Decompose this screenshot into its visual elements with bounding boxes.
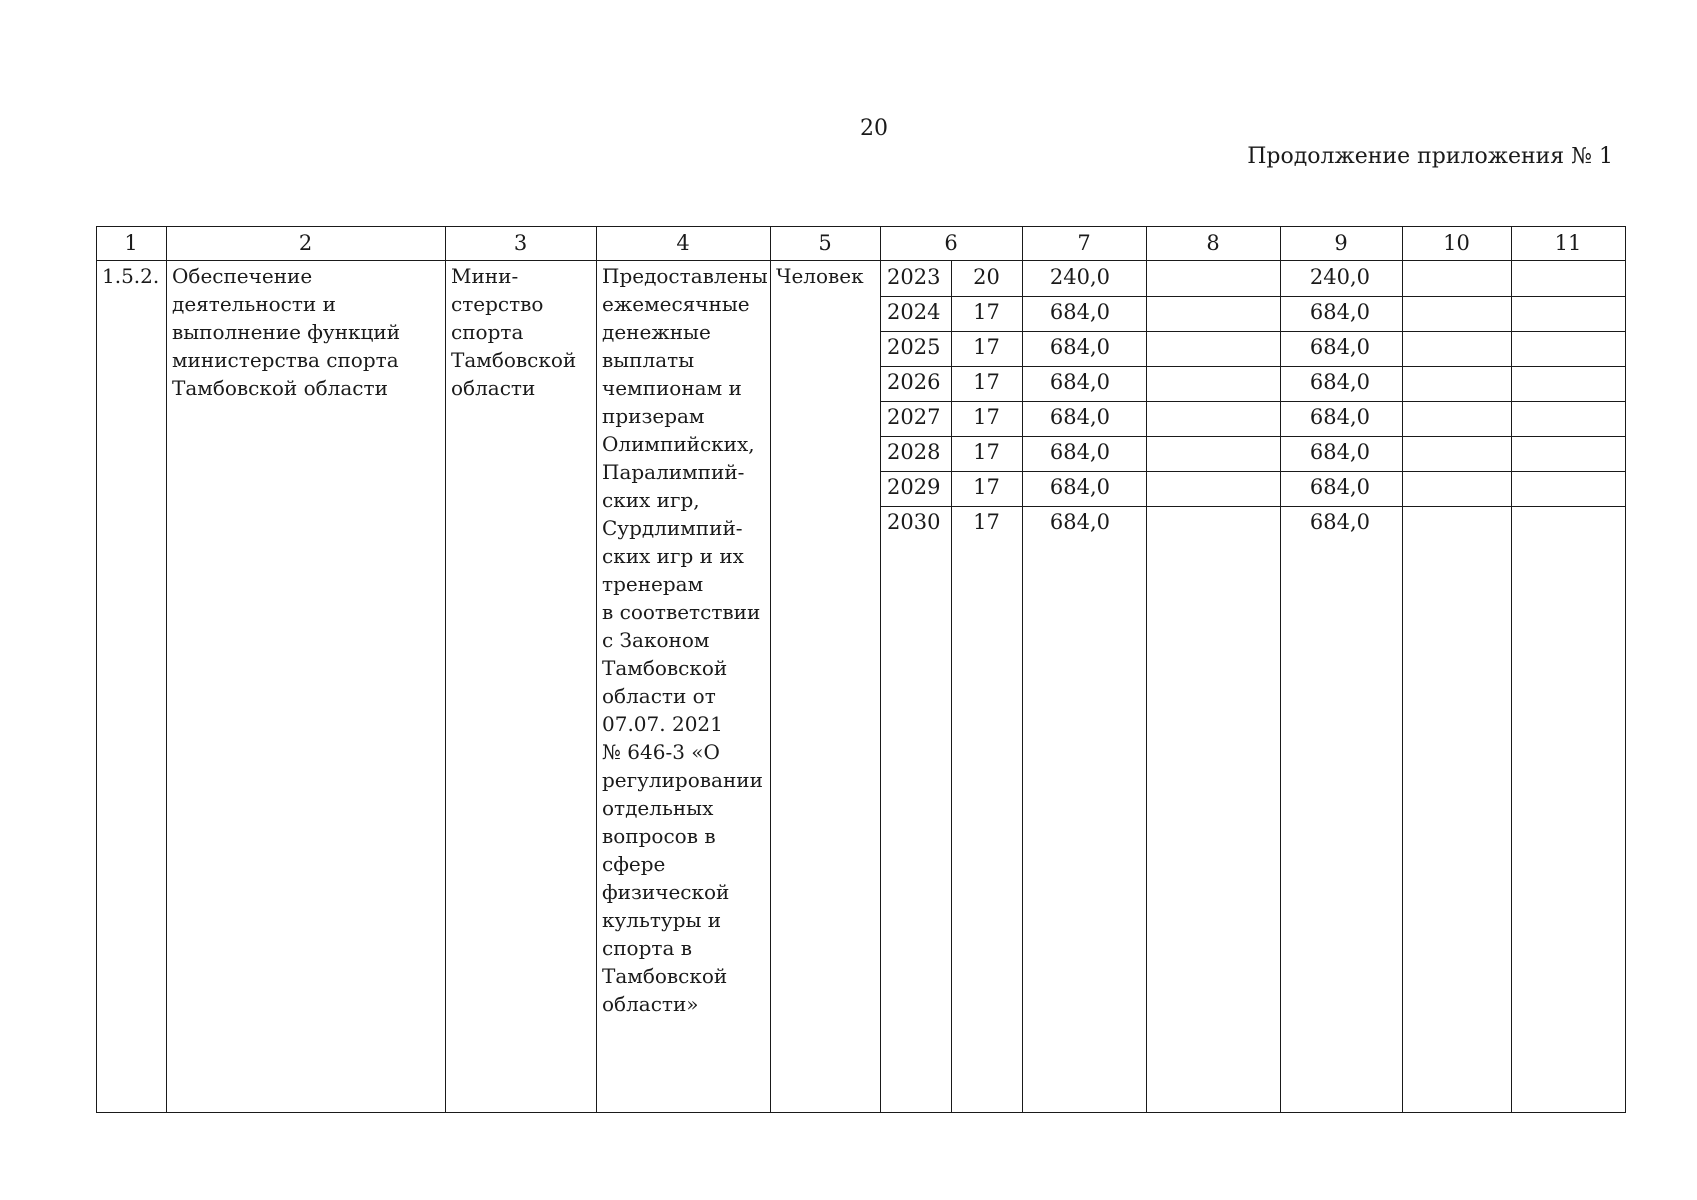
amount-col7-cell: 684,0 (1049, 300, 1110, 324)
count-cell: 20 (973, 265, 1000, 289)
col-line-2 (445, 226, 446, 1113)
header-col-2: 2 (298, 231, 313, 255)
year-row-separator (880, 296, 1625, 297)
year-row-separator (880, 366, 1625, 367)
year-cell: 2024 (887, 300, 941, 324)
year-row-separator (880, 471, 1625, 472)
amount-col7-cell: 240,0 (1049, 265, 1110, 289)
count-cell: 17 (973, 440, 1000, 464)
amount-col9-cell: 684,0 (1309, 405, 1370, 429)
measure-unit: Человек (776, 264, 864, 288)
amount-col9-cell: 684,0 (1309, 335, 1370, 359)
year-cell: 2023 (887, 265, 941, 289)
responsible-executor: Мини- стерство спорта Тамбовской области (451, 264, 577, 400)
amount-col9-cell: 684,0 (1309, 300, 1370, 324)
header-col-7: 7 (1077, 231, 1091, 255)
amount-col9-cell: 684,0 (1309, 475, 1370, 499)
year-row-separator (880, 506, 1625, 507)
header-bottom-border (96, 260, 1625, 261)
amount-col9-cell: 684,0 (1309, 510, 1370, 534)
header-col-6: 6 (944, 231, 958, 255)
col-line-11 (1625, 226, 1626, 1113)
activity-description: Обеспечение деятельности и выполнение функций министерства спорта Тамбовской области (172, 264, 401, 400)
col-line-10 (1511, 226, 1512, 1113)
expected-result: Предоставлены ежемесячные денежные выплаты чемпионам и призерам Олимпийских, Паралимпий- ских игр, Сурдлимпий- ских игр и их тренерам в соответствии с Законом Тамбовской области от 07.07. 2021 № 646-3 «О регулировании отдельных вопросов в сфере физической культуры и спорта в Тамбовской области» (602, 264, 768, 1016)
count-cell: 17 (973, 335, 1000, 359)
header-col-8: 8 (1206, 231, 1220, 255)
count-cell: 17 (973, 405, 1000, 429)
amount-col9-cell: 684,0 (1309, 370, 1370, 394)
amount-col9-cell: 684,0 (1309, 440, 1370, 464)
count-cell: 17 (973, 300, 1000, 324)
year-cell: 2029 (887, 475, 941, 499)
col-line-0 (96, 226, 97, 1113)
appendix-continuation-label: Продолжение приложения № 1 (1247, 144, 1613, 169)
table-bottom-border (96, 1112, 1625, 1113)
col-line-5 (880, 226, 881, 1113)
table-top-border (96, 226, 1625, 227)
header-col-3: 3 (513, 231, 528, 255)
page-number: 20 (860, 116, 888, 141)
col-line-9 (1402, 226, 1403, 1113)
amount-col9-cell: 240,0 (1309, 265, 1370, 289)
year-row-separator (880, 401, 1625, 402)
amount-col7-cell: 684,0 (1049, 370, 1110, 394)
count-cell: 17 (973, 370, 1000, 394)
year-cell: 2028 (887, 440, 941, 464)
header-col-1: 1 (124, 231, 138, 255)
year-cell: 2030 (887, 510, 941, 534)
count-cell: 17 (973, 510, 1000, 534)
col-line-7 (1146, 226, 1147, 1113)
program-table (96, 226, 1625, 1113)
header-col-11: 11 (1554, 231, 1582, 255)
year-cell: 2025 (887, 335, 941, 359)
year-row-separator (880, 436, 1625, 437)
col-line-1 (166, 226, 167, 1113)
amount-col7-cell: 684,0 (1049, 440, 1110, 464)
year-cell: 2027 (887, 405, 941, 429)
amount-col7-cell: 684,0 (1049, 405, 1110, 429)
amount-col7-cell: 684,0 (1049, 510, 1110, 534)
count-cell: 17 (973, 475, 1000, 499)
col-line-4 (770, 226, 771, 1113)
header-col-10: 10 (1443, 231, 1470, 255)
year-cell: 2026 (887, 370, 941, 394)
header-col-9: 9 (1334, 231, 1348, 255)
col-line-3 (596, 226, 597, 1113)
header-col-5: 5 (818, 231, 832, 255)
header-col-4: 4 (676, 231, 690, 255)
row-code: 1.5.2. (102, 264, 160, 288)
amount-col7-cell: 684,0 (1049, 475, 1110, 499)
amount-col7-cell: 684,0 (1049, 335, 1110, 359)
year-row-separator (880, 331, 1625, 332)
